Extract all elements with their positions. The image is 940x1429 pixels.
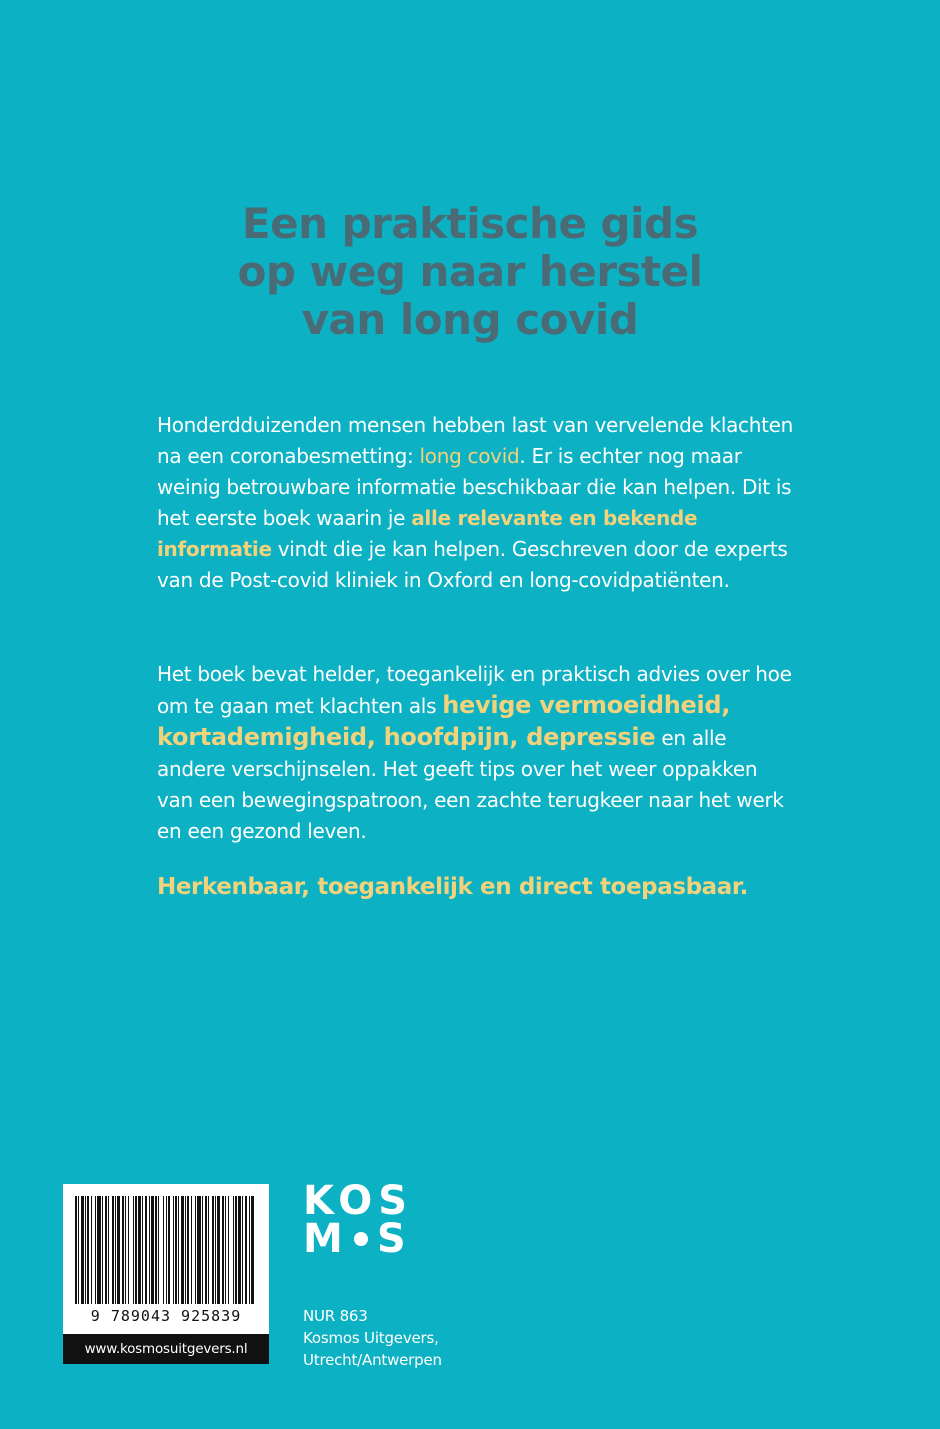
blurb-1-text-b: . Er is echter nog maar weinig betrouwbare informatie beschikbaar die kan helpen. Dit is het eerste boek waarin je (157, 444, 792, 530)
barcode-bar (133, 1196, 134, 1304)
barcode-bar (135, 1196, 137, 1304)
barcode-bar (173, 1196, 174, 1304)
cover-title (0, 200, 940, 344)
barcode-bar (112, 1196, 114, 1304)
barcode-bar (251, 1196, 254, 1304)
barcode-bar (242, 1196, 243, 1304)
publisher-name: Kosmos Uitgevers, (303, 1329, 439, 1347)
barcode-bar (125, 1196, 126, 1304)
barcode-bar (108, 1196, 109, 1304)
tagline: Herkenbaar, toegankelijk en direct toepasbaar. (157, 874, 748, 900)
logo-letter-m: M (303, 1216, 349, 1262)
barcode-bar (205, 1196, 207, 1304)
barcode-bar (145, 1196, 147, 1304)
barcode-bar (228, 1196, 229, 1304)
publisher-info (303, 1305, 442, 1371)
barcode-bar (81, 1196, 84, 1304)
highlight-symptoms: hevige vermoeidheid, kortademigheid, hoofdpijn, depressie (157, 691, 731, 751)
blurb-2-text-a: Het boek bevat helder, toegankelijk en praktisch advies over hoe om te gaan met klachten als (157, 662, 792, 718)
barcode-bar (122, 1196, 124, 1304)
logo-dot-icon (354, 1232, 368, 1246)
kosmos-logo (303, 1178, 414, 1262)
barcode-bar (97, 1196, 101, 1304)
barcode-bar (87, 1196, 89, 1304)
barcode-bar (102, 1196, 103, 1304)
barcode-bar (91, 1196, 92, 1304)
barcode-bar (215, 1196, 216, 1304)
barcode-bar (191, 1196, 192, 1304)
barcode-bar (208, 1196, 209, 1304)
barcode-bar (142, 1196, 143, 1304)
publisher-url: www.kosmosuitgevers.nl (63, 1334, 269, 1364)
barcode-bar (217, 1196, 220, 1304)
barcode (63, 1184, 269, 1334)
nur-code: NUR 863 (303, 1307, 368, 1325)
logo-row-2 (303, 1216, 413, 1262)
barcode-bar (245, 1196, 247, 1304)
title-line-3: van long covid (301, 295, 639, 344)
barcode-bar (105, 1196, 107, 1304)
barcode-bar (158, 1196, 159, 1304)
barcode-bar (222, 1196, 224, 1304)
barcode-bar (149, 1196, 150, 1304)
barcode-bar (166, 1196, 167, 1304)
barcode-bar (78, 1196, 79, 1304)
barcode-bar (175, 1196, 177, 1304)
barcode-bar (185, 1196, 186, 1304)
barcode-bars (75, 1196, 257, 1304)
logo-row-1: KOS (303, 1178, 414, 1224)
barcode-bar (197, 1196, 201, 1304)
barcode-bar (117, 1196, 120, 1304)
barcode-bar (233, 1196, 234, 1304)
barcode-bar (138, 1196, 141, 1304)
barcode-bar (235, 1196, 237, 1304)
blurb-paragraph-2 (157, 659, 797, 847)
blurb-1-text-c: vindt die je kan helpen. Geschreven door de experts van de Post-covid kliniek in Oxford en long-covidpatiënten. (157, 537, 788, 592)
blurb-2-text-b: en alle andere verschijnselen. Het geeft tips over het weer oppakken van een bewegingspatroon, een zachte terugkeer naar het werk en een gezond leven. (157, 726, 784, 843)
barcode-bar (115, 1196, 116, 1304)
barcode-bar (163, 1196, 164, 1304)
barcode-bar (151, 1196, 154, 1304)
barcode-bar (212, 1196, 214, 1304)
barcode-bar (95, 1196, 96, 1304)
highlight-relevant-info: alle relevante en bekende informatie (157, 506, 698, 561)
blurb-paragraph-1 (157, 410, 797, 596)
barcode-bar (195, 1196, 196, 1304)
barcode-bar (128, 1196, 129, 1304)
isbn-number: 9 789043 925839 (90, 1307, 242, 1325)
barcode-bar (75, 1196, 77, 1304)
barcode-bar (181, 1196, 184, 1304)
barcode-bar (249, 1196, 250, 1304)
title-line-2: op weg naar herstel (237, 247, 703, 296)
barcode-bar (168, 1196, 170, 1304)
highlight-long-covid: long covid (419, 444, 520, 468)
barcode-bar (187, 1196, 189, 1304)
barcode-bar (202, 1196, 203, 1304)
blurb-1-text-a: Honderdduizenden mensen hebben last van vervelende klachten na een coronabesmetting: (157, 413, 794, 468)
barcode-bar (178, 1196, 179, 1304)
barcode-bar (225, 1196, 226, 1304)
barcode-bar (85, 1196, 86, 1304)
barcode-bar (155, 1196, 157, 1304)
publisher-place: Utrecht/Antwerpen (303, 1351, 442, 1369)
title-line-1: Een praktische gids (241, 199, 699, 248)
barcode-bar (238, 1196, 241, 1304)
logo-letter-s: S (376, 1216, 412, 1262)
